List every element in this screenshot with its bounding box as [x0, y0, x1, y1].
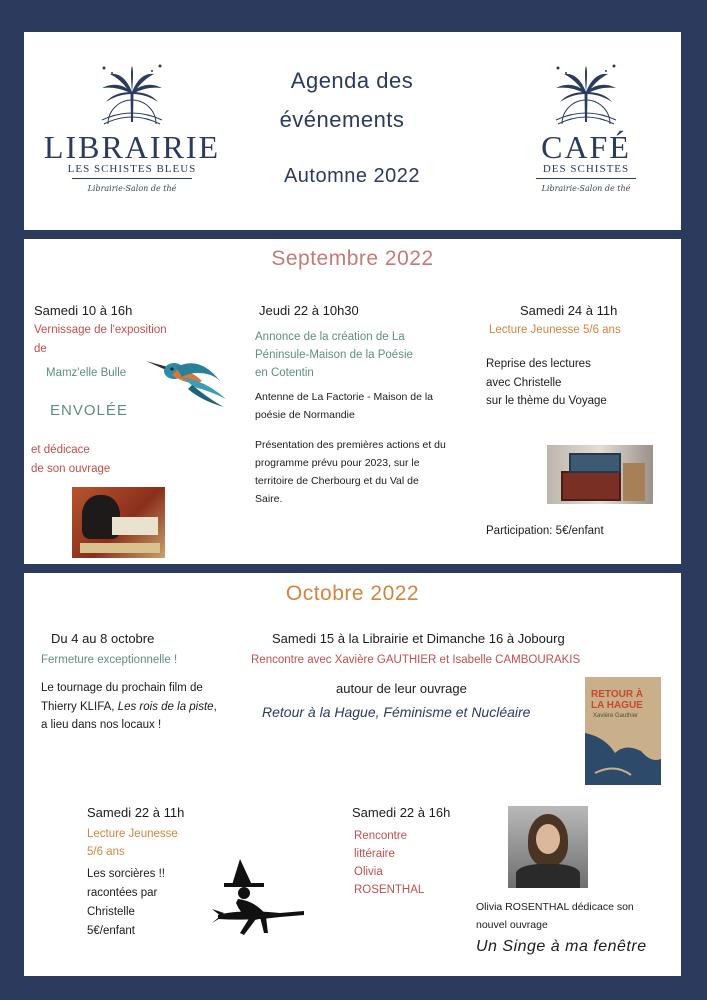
sept-ev3-sub: Lecture Jeunesse 5/6 ans — [489, 324, 621, 336]
oct-ev4-sub2: littéraire — [354, 848, 395, 860]
agenda-title-line2: événements — [279, 107, 405, 132]
oct-ev3-sub1: Lecture Jeunesse — [87, 828, 178, 840]
palm-tree-icon — [548, 62, 624, 128]
cover-author: Xavière Gauthier — [593, 713, 639, 719]
cafe-logo — [526, 62, 646, 222]
oct-ev3-sub2: 5/6 ans — [87, 846, 125, 858]
witch-icon — [210, 855, 306, 937]
oct-ev1-sub: Fermeture exceptionnelle ! — [41, 654, 178, 666]
sept-ev1-line1: Vernissage de l'exposition — [34, 324, 167, 336]
cafe-logo-name: CAFÉ — [541, 129, 631, 165]
retour-a-la-hague-cover — [585, 677, 661, 785]
sept-ev1-line4: de son ouvrage — [31, 463, 111, 475]
oct-ev1-l2c: , — [213, 701, 217, 713]
logo-divider — [72, 178, 192, 179]
oct-ev4-d2: nouvel ouvrage — [476, 919, 548, 931]
sept-ev1-expo: ENVOLÉE — [50, 402, 128, 419]
sept-ev2-sub3: en Cotentin — [255, 367, 314, 379]
oct-ev4-d1: Olivia ROSENTHAL dédicace son — [476, 901, 634, 913]
oct-ev2-sub: Rencontre avec Xavière GAUTHIER et Isabelle CAMBOURAKIS — [251, 654, 581, 666]
sept-ev2-p1b: poésie de Normandie — [255, 409, 355, 421]
sept-ev3-l3: sur le thème du Voyage — [486, 395, 607, 407]
sept-ev1-line2: de — [34, 343, 47, 355]
sept-ev2-p2b: programme prévu pour 2023, sur le — [255, 457, 420, 469]
sept-ev1-artist: Mamz'elle Bulle — [46, 367, 127, 379]
oct-ev4-book: Un Singe à ma fenêtre — [476, 938, 647, 955]
oct-ev4-date: Samedi 22 à 16h — [352, 805, 451, 820]
sept-ev3-price: Participation: 5€/enfant — [486, 525, 604, 537]
librairie-logo-name: LIBRAIRIE — [43, 129, 221, 165]
oct-ev1-film-title: Les rois de la piste — [117, 701, 214, 713]
logo-divider — [536, 178, 636, 179]
sept-ev2-sub2: Péninsule-Maison de la Poésie — [255, 349, 413, 361]
october-title: Octobre 2022 — [285, 582, 420, 605]
olivia-rosenthal-portrait — [508, 806, 588, 888]
oct-ev2-date: Samedi 15 à la Librairie et Dimanche 16 à Jobourg — [272, 631, 565, 646]
mamzelle-bulle-book-cover — [72, 487, 165, 558]
cafe-logo-sub: DES SCHISTES — [542, 163, 630, 175]
sept-ev2-p2d: Saire. — [255, 493, 283, 505]
sept-ev2-p2a: Présentation des premières actions et du — [255, 439, 446, 451]
sept-ev3-l1: Reprise des lectures — [486, 358, 591, 370]
sept-ev2-date: Jeudi 22 à 10h30 — [259, 303, 359, 318]
oct-ev3-l4: 5€/enfant — [87, 925, 135, 937]
sept-ev3-l2: avec Christelle — [486, 377, 562, 389]
oct-ev2-l1: autour de leur ouvrage — [336, 681, 467, 696]
oct-ev4-sub4: ROSENTHAL — [354, 884, 425, 896]
sept-ev2-sub1: Annonce de la création de La — [255, 331, 405, 343]
oct-ev1-l3: a lieu dans nos locaux ! — [41, 719, 162, 731]
cover-title-2: LA HAGUE — [591, 700, 643, 711]
oct-ev1-l1: Le tournage du prochain film de — [41, 682, 203, 694]
librairie-logo — [42, 62, 222, 222]
header-panel — [24, 32, 681, 230]
oct-ev3-l3: Christelle — [87, 906, 135, 918]
sept-ev2-p1a: Antenne de La Factorie - Maison de la — [255, 391, 434, 403]
agenda-title-line1: Agenda des — [290, 68, 414, 93]
october-panel — [24, 573, 681, 976]
oct-ev3-date: Samedi 22 à 11h — [87, 805, 185, 820]
oct-ev2-book: Retour à la Hague, Féminisme et Nucléaire — [262, 704, 531, 720]
oct-ev4-sub1: Rencontre — [354, 830, 408, 842]
season-title: Automne 2022 — [283, 165, 421, 187]
september-panel — [24, 239, 681, 564]
sept-ev2-p2c: territoire de Cherbourg et du Val de — [255, 475, 419, 487]
oct-ev3-l2: racontées par — [87, 887, 158, 899]
kingfisher-icon — [142, 351, 228, 409]
sept-ev1-line3: et dédicace — [31, 444, 90, 456]
oct-ev1-l2 — [41, 698, 217, 717]
cafe-logo-tagline: Librairie-Salon de thé — [541, 184, 631, 193]
sept-ev1-date: Samedi 10 à 16h — [34, 303, 133, 318]
oct-ev3-l1: Les sorcières !! — [87, 868, 165, 880]
suitcases-photo — [547, 445, 653, 504]
sept-ev3-date: Samedi 24 à 11h — [520, 303, 618, 318]
september-title: Septembre 2022 — [271, 247, 434, 270]
librairie-logo-tagline: Librairie-Salon de thé — [87, 184, 177, 193]
oct-ev1-l2a: Thierry KLIFA, — [41, 701, 118, 713]
palm-tree-icon — [94, 62, 170, 128]
librairie-logo-sub: LES SCHISTES BLEUS — [67, 163, 197, 175]
oct-ev4-sub3: Olivia — [354, 866, 383, 878]
oct-ev1-date: Du 4 au 8 octobre — [51, 631, 155, 646]
cover-title-1: RETOUR À — [591, 689, 644, 700]
